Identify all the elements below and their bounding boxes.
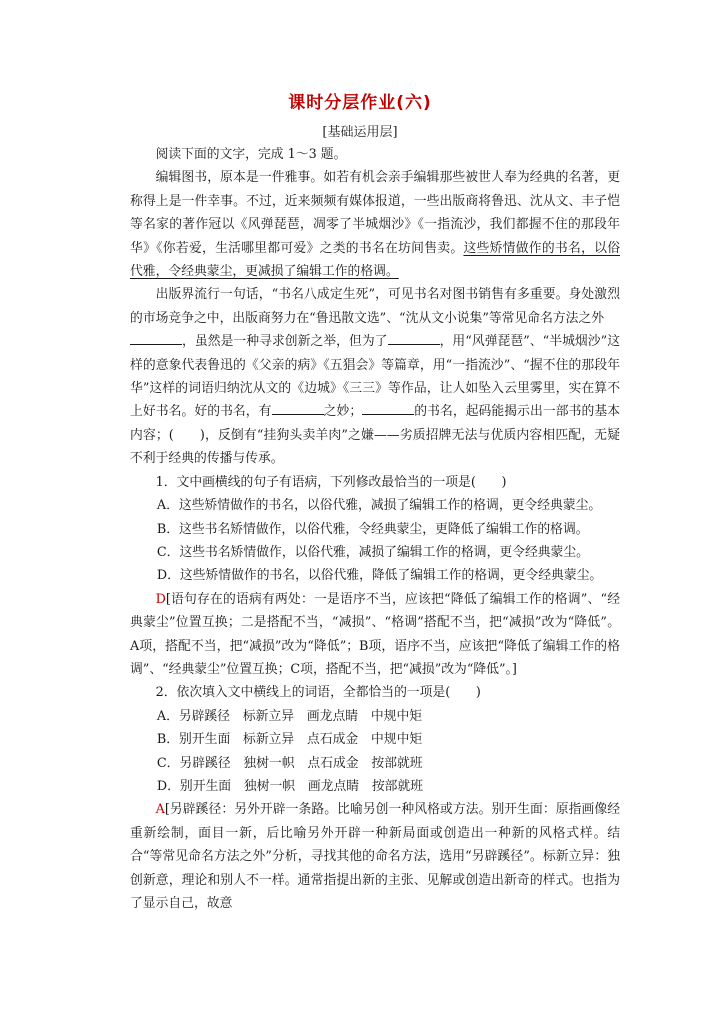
- question-1-stem: 1．文中画横线的句子有语病，下列修改最恰当的一项是( ): [155, 474, 507, 490]
- passage-text: 编辑图书，原本是一件雅事。如若有机会亲手编辑那些被世人奉为经典的名著，更称得上是一件幸事。不过，近来频频有媒体报道，一些出版商将鲁迅、沈从文、丰子恺等名家的著作冠以《风弹琵琶，凋零了半城烟沙》《一指流沙，我们都握不住的那段年华》《你若爱，生活哪里都可爱》之类的书名在坊间售卖。: [130, 170, 620, 256]
- answer-explanation: [语句存在的语病有两处：一是语序不当，应该把“降低了编辑工作的格调”、“经典蒙尘”位置互换；二是搭配不当，“减损”、“格调”搭配不当，把“减损”改为“降低”。A项，搭配不当，把“减损”改为“降低”；B项，语序不当，应该把“降低了编辑工作的格调”、“经典蒙尘”位置互换；C项，搭配不当，把“减损”改为“降低”。]: [130, 591, 620, 677]
- question-2-option-b: B．别开生面 标新立异 点石成金 中规中矩: [156, 732, 423, 748]
- answer-explanation: [另辟蹊径：另外开辟一条路。比喻另创一种风格或方法。别开生面：原指画像经重新绘制，面目一新，后比喻另外开辟一种新局面或创造出一种新的风格式样。结合“等常见命名方法之外”分析，寻找其他的命名方法，选用“另辟蹊径”。标新立异：独创新意，理论和别人不一样。通常指提出新的主张、见解或创造出新奇的样式。也指为了显示自己，故意: [130, 802, 620, 911]
- question-2-option-a: A．另辟蹊径 标新立异 画龙点睛 中规中矩: [156, 708, 423, 724]
- passage-paragraph-1: [130, 166, 620, 283]
- answer-letter: A: [155, 802, 165, 818]
- passage-paragraph-2: [130, 283, 620, 470]
- document-body: [130, 143, 620, 915]
- passage-text: 的书名，起码能揭示出一部书的基本内容；( )，反倒有“挂狗头卖羊肉”之嫌——劣质招牌无法与优质内容相匹配，无疑不利于经典的传播与传承。: [130, 404, 621, 467]
- passage-text: 之妙；: [323, 404, 363, 420]
- question-2-stem: 2．依次填入文中横线上的词语，全都恰当的一项是( ): [155, 685, 481, 701]
- passage-text: 出版界流行一句话，“书名八成定生死”，可见书名对图书销售有多重要。身处激烈的市场竞争之中，出版商努力在“鲁迅散文选”、“沈从文小说集”等常见命名方法之外: [130, 287, 620, 326]
- question-2-answer: [130, 798, 620, 915]
- question-2-option-d: D．别开生面 独树一帜 画龙点睛 按部就班: [156, 778, 424, 794]
- answer-letter: D: [155, 591, 166, 607]
- question-1-answer: [130, 588, 620, 682]
- fill-blank-1: [130, 332, 182, 345]
- page-title: 课时分层作业(六): [288, 93, 432, 113]
- question-1-option-a: A．这些矫情做作的书名，以俗代雅，减损了编辑工作的格调，更令经典蒙尘。: [156, 498, 602, 514]
- passage-text: ，用“风弹琵琶”、“半城烟沙”这样的意象代表鲁迅的《父亲的病》《五猖会》等篇章，用“一指流沙”、“握不住的那段年华”这样的词语归纳沈从文的《边城》《三三》等作品，让人如坠入云里雾里，实在算不上好书名。好的书名，有: [130, 334, 620, 420]
- question-2-option-c: C．另辟蹊径 独树一帜 点石成金 按部就班: [156, 755, 423, 771]
- question-1-option-c: C．这些书名矫情做作，以俗代雅，减损了编辑工作的格调，更令经典蒙尘。: [156, 544, 589, 560]
- underlined-sentence: 这些矫情做作的书名，以俗代雅，令经典蒙尘，更减损了编辑工作的格调。: [130, 240, 621, 280]
- question-1-option-b: B．这些书名矫情做作，以俗代雅，令经典蒙尘，更降低了编辑工作的格调。: [156, 521, 589, 537]
- instruction: 阅读下面的文字，完成 1～3 题。: [155, 147, 347, 162]
- fill-blank-2: [388, 332, 440, 345]
- fill-blank-3: [272, 402, 324, 415]
- section-level: [基础运用层]: [322, 125, 398, 140]
- passage-text: ，虽然是一种寻求创新之举，但为了: [182, 334, 388, 350]
- fill-blank-4: [362, 402, 414, 415]
- question-1-option-d: D．这些矫情做作的书名，以俗代雅，降低了编辑工作的格调，更令经典蒙尘。: [156, 568, 603, 584]
